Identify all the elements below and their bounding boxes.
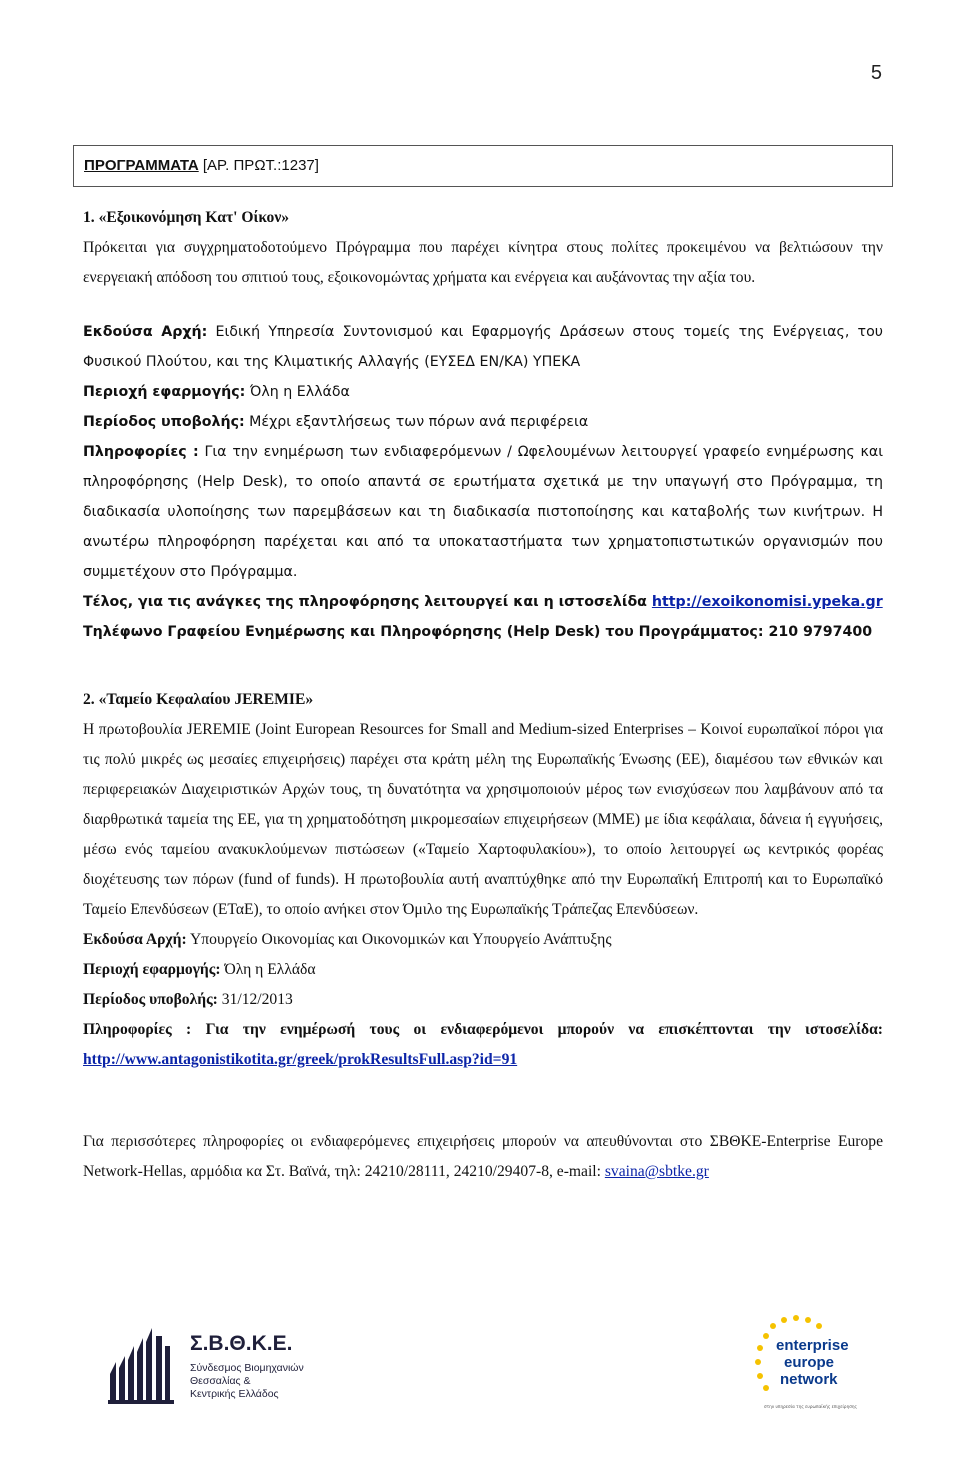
period-label: Περίοδος υποβολής: (83, 991, 218, 1008)
email-link[interactable]: svaina@sbtke.gr (604, 1163, 709, 1180)
period-value: 31/12/2013 (217, 991, 293, 1008)
info-text: Πληροφορίες : Για την ενημέρωσή τους οι ενδιαφερόμενοι μπορούν να επισκέπτονται την ιστοσελίδα: (83, 1021, 883, 1038)
section1-period (83, 407, 883, 437)
info-link[interactable]: http://www.antagonistikotita.gr/greek/prokResultsFull.asp?id=91 (83, 1051, 518, 1068)
area-label: Περιοχή εφαρμογής: (83, 961, 221, 978)
section1-info (83, 437, 883, 587)
contact-text: Για περισσότερες πληροφορίες οι ενδιαφερόμενες επιχειρήσεις μπορούν να απευθύνονται στο ΣΒΘΚΕ-Enterprise Europe Network-Hellas, αρμόδια κα Στ. Βαϊνά, τηλ: 24210/28111, 24210/29407-8, e-mail: (83, 1133, 883, 1180)
section1-title: 1. «Εξοικονόμηση Κατ' Οίκον» (83, 209, 290, 226)
factory-icon (108, 1328, 174, 1404)
header-ref: [ΑΡ. ΠΡΩΤ.:1237] (198, 157, 319, 174)
authority-value: Ειδική Υπηρεσία Συντονισμού και Εφαρμογής Δράσεων στους τομείς της Ενέργειας, του Φυσικού Πλούτου, και της Κλιματικής Αλλαγής (ΕΥΣΕΔ ΕΝ/ΚΑ) ΥΠΕΚΑ (83, 324, 883, 370)
authority-value: Υπουργείο Οικονομίας και Οικονομικών και Υπουργείο Ανάπτυξης (186, 931, 612, 948)
section2-authority (83, 925, 883, 955)
period-value: Μέχρι εξαντλήσεως των πόρων ανά περιφέρεια (244, 414, 589, 430)
period-label: Περίοδος υποβολής: (83, 414, 245, 430)
sbtke-line1: Σύνδεσμος Βιομηχανιών (190, 1362, 304, 1374)
section1-area (83, 377, 883, 407)
section-header (73, 145, 893, 187)
website-text: Τέλος, για τις ανάγκες της πληροφόρησης λειτουργεί και η ιστοσελίδα (83, 594, 652, 610)
een-tagline: στην υπηρεσία της ευρωπαϊκής επιχείρησης (764, 1404, 857, 1409)
area-label: Περιοχή εφαρμογής: (83, 384, 246, 400)
area-value: Όλη η Ελλάδα (220, 961, 316, 978)
section2-period (83, 985, 883, 1015)
footer-contact (83, 1127, 883, 1187)
section2-title: 2. «Ταμείο Κεφαλαίου JEREMIE» (83, 691, 314, 708)
section2-info (83, 1015, 883, 1075)
sbtke-line3: Κεντρικής Ελλάδος (190, 1388, 279, 1400)
page-number: 5 (870, 62, 882, 84)
section1-website (83, 587, 883, 617)
website-link[interactable]: http://exoikonomisi.ypeka.gr (651, 594, 883, 610)
section2 (83, 685, 883, 1075)
document-body (83, 203, 883, 1187)
sbtke-name: Σ.Β.Θ.Κ.Ε. (190, 1332, 293, 1355)
logos-row (106, 1316, 896, 1416)
een-logo (746, 1314, 866, 1414)
header-title: ΠΡΟΓΡΑΜΜΑΤΑ (84, 157, 199, 174)
authority-label: Εκδούσα Αρχή: (83, 931, 187, 948)
section2-area (83, 955, 883, 985)
sbtke-logo (106, 1316, 316, 1408)
section1-details (83, 317, 883, 647)
een-line1: enterprise (776, 1337, 849, 1354)
authority-label: Εκδούσα Αρχή: (83, 324, 208, 340)
section1-authority (83, 317, 883, 377)
sbtke-line2: Θεσσαλίας & (190, 1375, 251, 1387)
een-line3: network (780, 1371, 838, 1388)
area-value: Όλη η Ελλάδα (245, 384, 350, 400)
section1-phone: Τηλέφωνο Γραφείου Ενημέρωσης και Πληροφόρησης (Help Desk) του Προγράμματος: 210 9797400 (83, 624, 873, 640)
info-value: Για την ενημέρωση των ενδιαφερόμενων / Ωφελουμένων λειτουργεί γραφείο ενημέρωσης και πληροφόρησης (Help Desk), το οποίο απαντά σε ερωτήματα σχετικά με την υπαγωγή στο Πρόγραμμα, τη διαδικασία υλοποίησης των παρεμβάσεων και τη διαδικασία πιστοποίησης και καταβολής των κινήτρων. Η ανωτέρω πληροφόρηση παρέχεται και από τα υποκαταστήματα των χρηματοπιστωτικών οργανισμών που συμμετέχουν στο Πρόγραμμα. (83, 444, 883, 580)
info-label: Πληροφορίες : (83, 444, 199, 460)
section2-description: Η πρωτοβουλία JEREMIE (Joint European Resources for Small and Medium-sized Enterprises – Κοινοί ευρωπαϊκοί πόροι για τις πολύ μικρές ως μεσαίες επιχειρήσεις) παρέχει στα κράτη μέλη της Ευρωπαϊκής Ένωσης (ΕΕ), διαμέσου των εθνικών και περιφερειακών Διαχειριστικών Αρχών τους, τη δυνατότητα να χρησιμοποιούν μέρος των ενισχύσεων που λαμβάνουν από τα διαρθρωτικά ταμεία της ΕΕ, για τη χρηματοδότηση μικρομεσαίων επιχειρήσεων (ΜΜΕ) με ίδια κεφάλαια, δάνεια ή εγγυήσεις, μέσω ενός ταμείου ανακυκλούμενων πιστώσεων («Ταμείο Χαρτοφυλακίου»), το οποίο λειτουργεί ως κεντρικός φορέας διοχέτευσης των πόρων (fund of funds). Η πρωτοβουλία αυτή αναπτύχθηκε από την Ευρωπαϊκή Επιτροπή και το Ευρωπαϊκό Ταμείο Επενδύσεων (ΕΤαΕ), το οποίο ανήκει στον Όμιλο της Ευρωπαϊκής Τράπεζας Επενδύσεων. (83, 721, 883, 918)
section1-description: Πρόκειται για συγχρηματοδοτούμενο Πρόγραμμα που παρέχει κίνητρα στους πολίτες προκειμένου να βελτιώσουν την ενεργειακή απόδοση του σπιτιού τους, εξοικονομώντας χρήματα και ενέργεια και αυξάνοντας την αξία του. (83, 239, 883, 286)
een-line2: europe (784, 1354, 835, 1371)
